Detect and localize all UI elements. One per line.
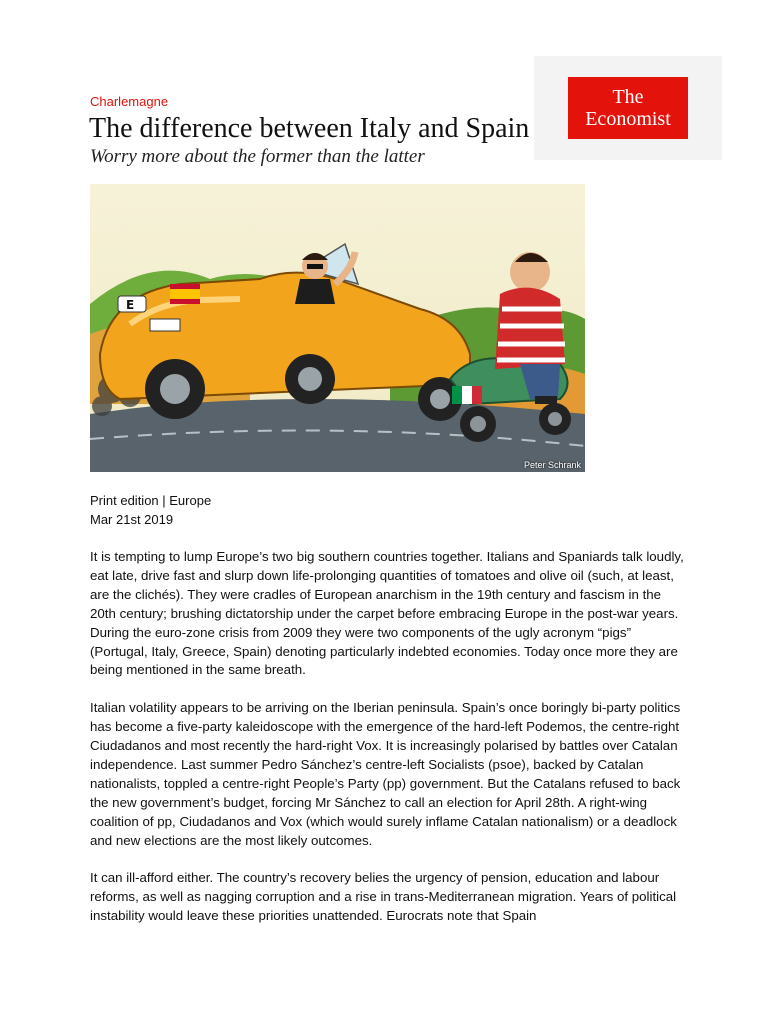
article-meta: [90, 491, 211, 529]
paragraph: Italian volatility appears to be arriving on the Iberian peninsula. Spain’s once boringly bi-party politics has become a five-party kaleidoscope with the emergence of the hard-left Podemos, the centre-right Ciudadanos and most recently the hard-right Vox. It is increasingly polarised by battles over Catalan independence. Last summer Pedro Sánchez’s centre-left Socialists (psoe), backed by Catalan nationalists, toppled a centre-right People’s Party (pp) government. But the Catalans refused to back the new government’s budget, forcing Mr Sánchez to call an election for April 28th. A right-wing coalition of pp, Ciudadanos and Vox (which would surely inflame Catalan nationalism) or a deadlock and new elections are the most likely outcomes.: [90, 700, 681, 848]
logo-line-1: The: [612, 86, 644, 108]
edition-label[interactable]: Print edition | Europe: [90, 493, 212, 508]
plate-letter: E: [126, 298, 135, 312]
article-body: [90, 548, 690, 945]
section-label[interactable]: Charlemagne: [90, 94, 169, 109]
headline: The difference between Italy and Spain: [89, 113, 530, 144]
paragraph: It is tempting to lump Europe’s two big southern countries together. Italians and Spaniards talk loudly, eat late, drive fast and slurp down life-prolonging quantities of tomatoes and olive oil (such, at least, are the clichés). They were cradles of European anarchism in the 19th century and fascism in the 20th century; brushing dictatorship under the carpet before embracing Europe in the post-war years. During the euro-zone crisis from 2009 they were two components of the ugly acronym “pigs” (Portugal, Italy, Greece, Spain) denoting particularly indebted economies. Today once more they are being mentioned in the same breath.: [90, 549, 684, 678]
subheadline: Worry more about the former than the latter: [90, 146, 425, 167]
logo-line-2: Economist: [585, 108, 671, 130]
cartoon-illustration: [90, 184, 585, 472]
logo-panel: [534, 56, 722, 160]
illustration-credit: Peter Schrank: [523, 460, 581, 470]
economist-logo[interactable]: [568, 77, 688, 139]
paragraph: It can ill-afford either. The country’s recovery belies the urgency of pension, education and labour reforms, as well as nagging corruption and a rise in trans-Mediterranean migration. Years of political instability would leave these priorities unattended. Eurocrats note that Spain: [90, 870, 677, 924]
publish-date: Mar 21st 2019: [90, 512, 174, 527]
